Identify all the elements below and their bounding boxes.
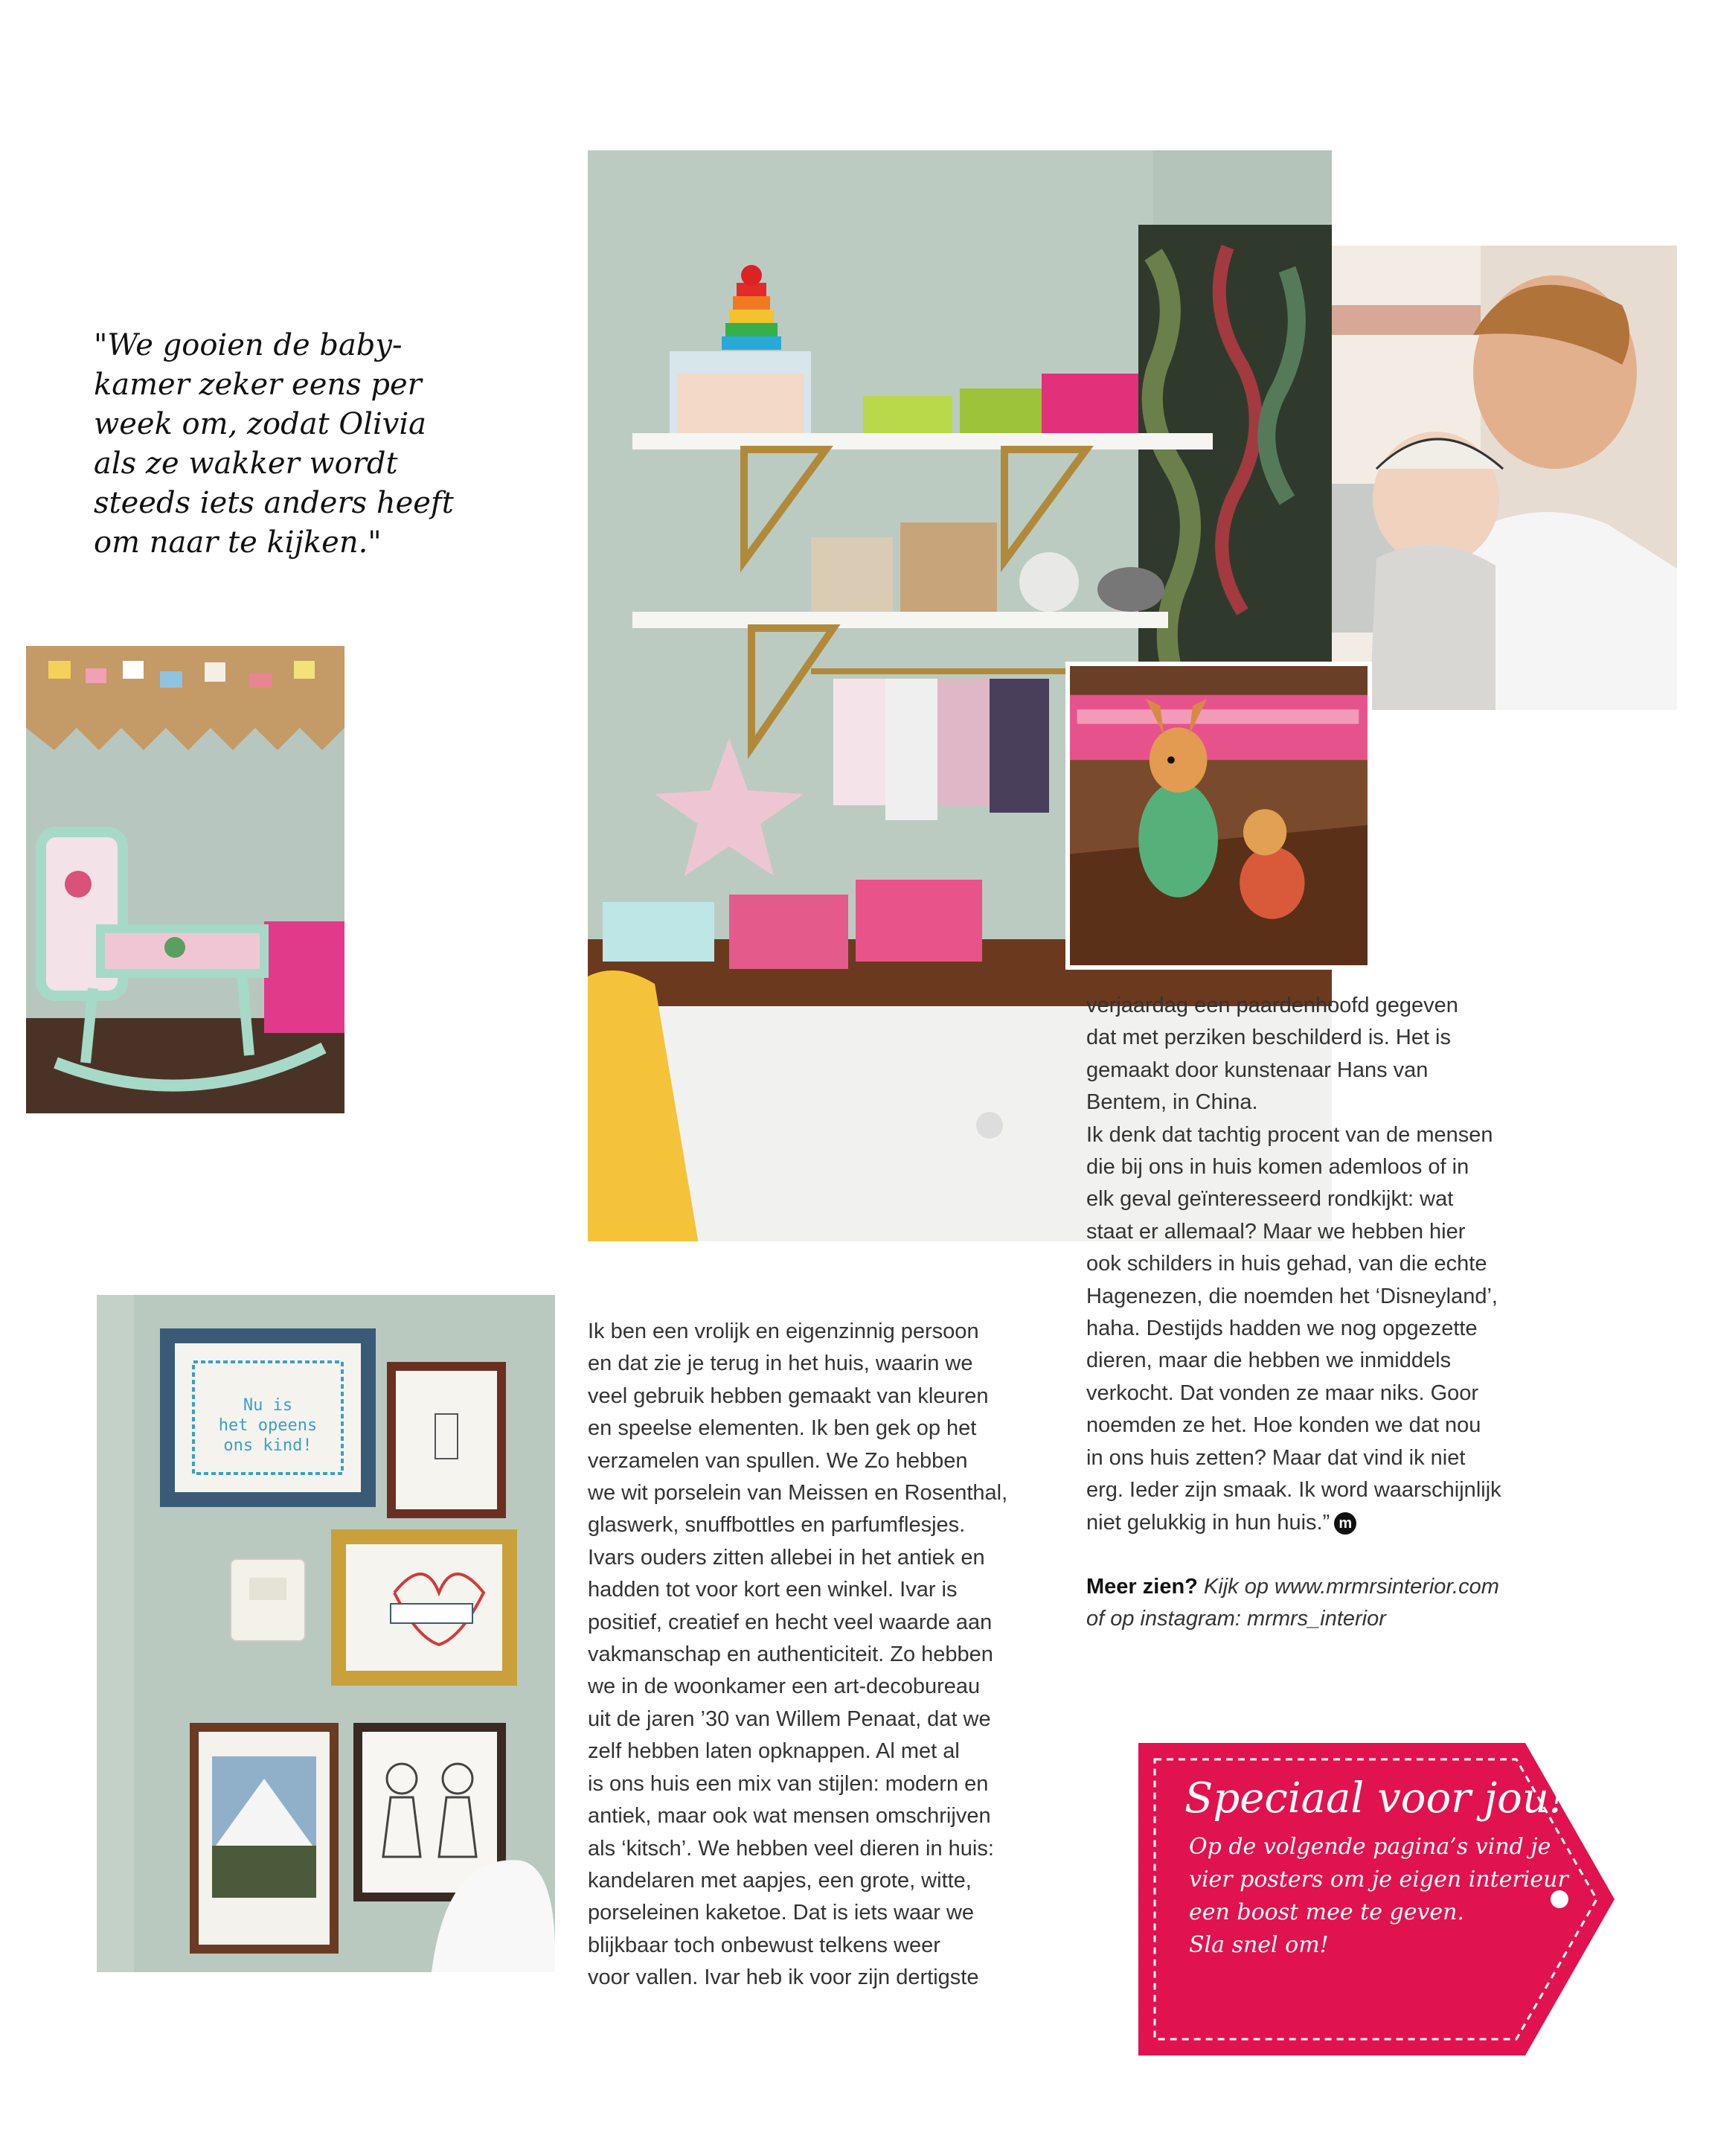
text-line: elk geval geïnteresseerd rondkijkt: wat xyxy=(1086,1187,1454,1212)
text-line: in ons huis zetten? Maar dat vind ik niet xyxy=(1086,1445,1466,1470)
paragraph-gap xyxy=(1086,1539,1577,1571)
text-line: Hagenezen, die noemden het ‘Disneyland’, xyxy=(1086,1284,1498,1308)
photo-frame-wall xyxy=(97,1295,555,1972)
magazine-logo-icon: m xyxy=(1334,1512,1356,1535)
badge-title: Speciaal voor jou! xyxy=(1184,1774,1566,1823)
badge-line: Op de volgende pagina’s vind je xyxy=(1189,1834,1551,1860)
article-column-right xyxy=(1086,990,1577,1636)
text-line: ook schilders in huis gehad, van die echte xyxy=(1086,1252,1487,1276)
photo-father-baby xyxy=(1332,246,1677,710)
photo-rocking-chair xyxy=(26,646,344,1113)
text-line: antiek, maar ook wat mensen omschrijven xyxy=(588,1804,991,1829)
text-line: verjaardag een paardenhoofd gegeven xyxy=(1086,994,1458,1017)
text-line: dieren, maar die hebben we inmiddels xyxy=(1086,1349,1452,1373)
more-info-label: Meer zien? xyxy=(1086,1574,1198,1599)
text-line: we wit porselein van Meissen en Rosenthal, xyxy=(588,1481,1008,1506)
photo-deer-figurines xyxy=(1065,662,1372,970)
text-line: gemaakt door kunstenaar Hans van xyxy=(1086,1058,1429,1082)
text-line: kandelaren met aapjes, een grote, witte, xyxy=(588,1868,972,1893)
more-info-line xyxy=(1086,1571,1577,1603)
text-line: Ik ben een vrolijk en eigenzinnig persoon xyxy=(588,1319,979,1343)
text-line: positief, creatief en hecht veel waarde aan xyxy=(588,1610,993,1634)
text-line: vakmanschap en authenticiteit. Zo hebben xyxy=(588,1642,993,1667)
pull-quote xyxy=(94,326,454,563)
quote-line: week om, zodat Olivia xyxy=(94,407,426,441)
badge-text xyxy=(1189,1831,1576,1962)
text-line: porseleinen kaketoe. Dat is iets waar we xyxy=(588,1901,975,1925)
badge-line: Sla snel om! xyxy=(1189,1932,1329,1958)
more-info-website[interactable]: Kijk op www.mrmrsinterior.com xyxy=(1203,1574,1499,1599)
text-line-end: niet gelukkig in hun huis.” xyxy=(1086,1510,1330,1535)
more-info-instagram-line xyxy=(1086,1603,1577,1635)
text-line: Ik denk dat tachtig procent van de mensen xyxy=(1086,1122,1493,1147)
text-line: haha. Destijds hadden we nog opgezette xyxy=(1086,1317,1478,1341)
text-line: Ivars ouders zitten allebei in het antiek en xyxy=(588,1545,985,1570)
text-line: blijkbaar toch onbewust telkens weer xyxy=(588,1933,940,1957)
text-line: erg. Ieder zijn smaak. Ik word waarschijnlijk xyxy=(1086,1478,1501,1503)
text-line: Bentem, in China. xyxy=(1086,1090,1258,1115)
text-line: zelf hebben laten opknappen. Al met al xyxy=(588,1739,960,1764)
text-line: veel gebruik hebben gemaakt van kleuren xyxy=(588,1384,989,1408)
text-line-last xyxy=(1086,1507,1577,1539)
text-line: hadden tot voor kort een winkel. Ivar is xyxy=(588,1578,958,1602)
text-line: we in de woonkamer een art-decobureau xyxy=(588,1674,981,1699)
text-line: als ‘kitsch’. We hebben veel dieren in huis: xyxy=(588,1836,994,1861)
text-line: die bij ons in huis komen ademloos of in xyxy=(1086,1155,1469,1180)
text-line: voor vallen. Ivar heb ik voor zijn dertigste xyxy=(588,1965,979,1990)
text-line: en dat zie je terug in het huis, waarin we xyxy=(588,1352,973,1376)
text-line: dat met perziken beschilderd is. Het is xyxy=(1086,1026,1451,1050)
text-line: noemden ze het. Hoe konden we dat nou xyxy=(1086,1413,1481,1438)
quote-line: als ze wakker wordt xyxy=(94,447,398,481)
special-offer-badge xyxy=(1138,1743,1615,2056)
text-line: is ons huis een mix van stijlen: modern en xyxy=(588,1771,989,1796)
text-line: glaswerk, snuffbottles en parfumflesjes. xyxy=(588,1513,966,1538)
badge-line: een boost mee te geven. xyxy=(1189,1899,1465,1925)
badge-line: vier posters om je eigen interieur xyxy=(1189,1866,1568,1893)
text-line: staat er allemaal? Maar we hebben hier xyxy=(1086,1219,1466,1244)
quote-line: steeds iets anders heeft xyxy=(94,486,454,520)
more-info-instagram[interactable]: of op instagram: mrmrs_interior xyxy=(1086,1607,1386,1631)
svg-text:het opeens: het opeens xyxy=(218,1416,318,1435)
text-line: verkocht. Dat vonden ze maar niks. Goor xyxy=(1086,1381,1479,1405)
text-line: en speelse elementen. Ik ben gek op het xyxy=(588,1416,977,1441)
article-column-middle xyxy=(588,1316,1064,1995)
svg-text:ons kind!: ons kind! xyxy=(223,1436,312,1455)
cross-stitch-text-1: Nu is xyxy=(243,1396,293,1415)
quote-line: kamer zeker eens per xyxy=(94,368,422,402)
quote-line: om naar te kijken." xyxy=(94,525,382,560)
quote-line: "We gooien de baby- xyxy=(94,328,403,362)
text-line: uit de jaren ’30 van Willem Penaat, dat we xyxy=(588,1706,991,1731)
text-line: verzamelen van spullen. We Zo hebben xyxy=(588,1448,968,1473)
